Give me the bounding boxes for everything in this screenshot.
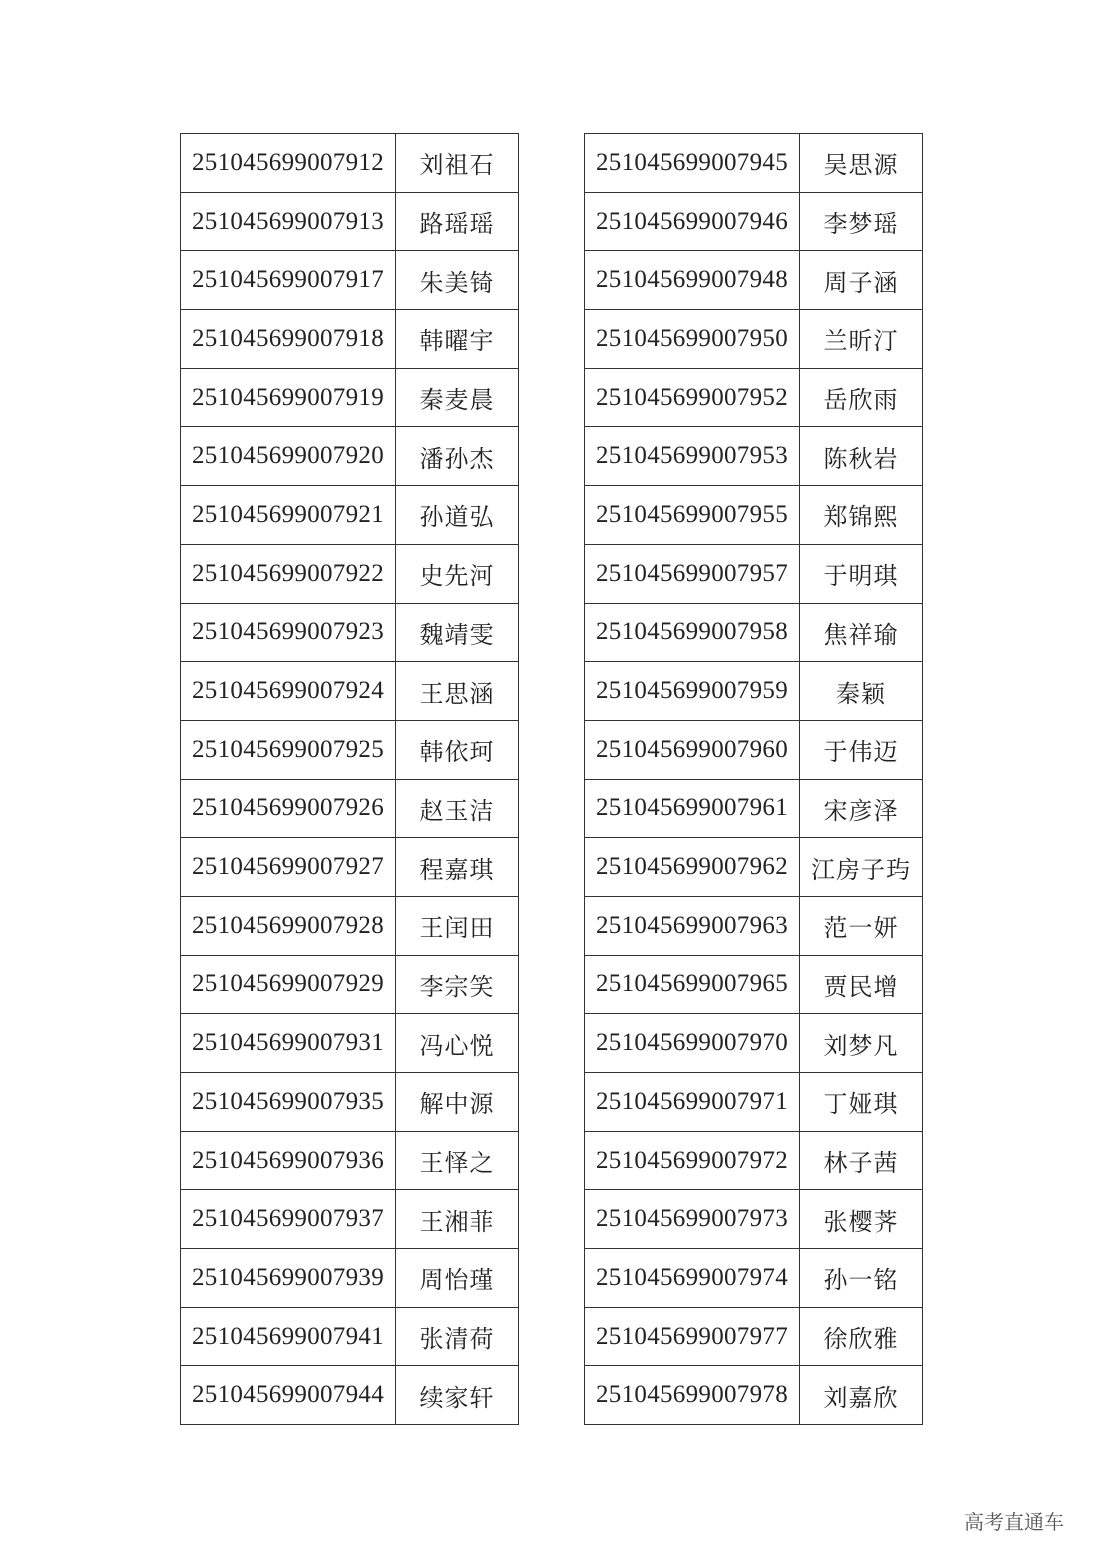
candidate-id: 251045699007961 [585,779,800,838]
candidate-name: 于伟迈 [800,720,923,779]
candidate-name: 孙一铭 [800,1249,923,1308]
table-row [585,544,923,603]
candidate-id: 251045699007918 [181,310,396,369]
candidate-id: 251045699007946 [585,192,800,251]
candidate-id: 251045699007912 [181,134,396,193]
candidate-id: 251045699007921 [181,486,396,545]
candidate-id: 251045699007953 [585,427,800,486]
candidate-name: 王思涵 [396,662,519,721]
table-row [585,1366,923,1425]
candidate-name: 岳欣雨 [800,368,923,427]
candidate-id: 251045699007925 [181,720,396,779]
candidate-id: 251045699007959 [585,662,800,721]
table-row [181,1190,519,1249]
candidate-id: 251045699007923 [181,603,396,662]
table-row [181,955,519,1014]
roster-table-right [584,133,923,1425]
candidate-id: 251045699007929 [181,955,396,1014]
table-row [181,1307,519,1366]
table-row [585,896,923,955]
candidate-name: 焦祥瑜 [800,603,923,662]
candidate-id: 251045699007948 [585,251,800,310]
table-row [585,955,923,1014]
candidate-name: 秦颖 [800,662,923,721]
candidate-id: 251045699007924 [181,662,396,721]
candidate-name: 张樱荠 [800,1190,923,1249]
table-row [181,720,519,779]
candidate-name: 张清荷 [396,1307,519,1366]
table-row [585,368,923,427]
candidate-name: 冯心悦 [396,1014,519,1073]
candidate-id: 251045699007958 [585,603,800,662]
candidate-id: 251045699007957 [585,544,800,603]
candidate-id: 251045699007935 [181,1073,396,1132]
table-row [181,427,519,486]
candidate-name: 林子茜 [800,1131,923,1190]
candidate-name: 兰昕汀 [800,310,923,369]
candidate-id: 251045699007973 [585,1190,800,1249]
candidate-id: 251045699007945 [585,134,800,193]
candidate-id: 251045699007939 [181,1249,396,1308]
candidate-name: 孙道弘 [396,486,519,545]
candidate-id: 251045699007971 [585,1073,800,1132]
candidate-name: 周怡瑾 [396,1249,519,1308]
candidate-name: 赵玉洁 [396,779,519,838]
candidate-name: 陈秋岩 [800,427,923,486]
candidate-id: 251045699007936 [181,1131,396,1190]
candidate-name: 江房子玙 [800,838,923,897]
table-row [181,896,519,955]
candidate-name: 魏靖雯 [396,603,519,662]
candidate-id: 251045699007931 [181,1014,396,1073]
table-row [585,1190,923,1249]
candidate-name: 宋彦泽 [800,779,923,838]
candidate-name: 范一妍 [800,896,923,955]
table-row [181,662,519,721]
candidate-id: 251045699007917 [181,251,396,310]
table-row [181,251,519,310]
table-row [181,603,519,662]
candidate-name: 李梦瑶 [800,192,923,251]
candidate-name: 路瑶瑶 [396,192,519,251]
table-row [181,192,519,251]
candidate-id: 251045699007920 [181,427,396,486]
table-row [585,251,923,310]
candidate-id: 251045699007962 [585,838,800,897]
candidate-id: 251045699007978 [585,1366,800,1425]
table-row [585,779,923,838]
candidate-name: 韩依珂 [396,720,519,779]
table-row [181,486,519,545]
candidate-id: 251045699007974 [585,1249,800,1308]
candidate-id: 251045699007977 [585,1307,800,1366]
candidate-id: 251045699007963 [585,896,800,955]
candidate-name: 王怿之 [396,1131,519,1190]
table-row [585,662,923,721]
table-row [181,544,519,603]
candidate-name: 史先河 [396,544,519,603]
table-row [585,486,923,545]
candidate-name: 秦麦晨 [396,368,519,427]
table-row [585,134,923,193]
table-row [585,1014,923,1073]
candidate-name: 丁娅琪 [800,1073,923,1132]
candidate-name: 刘嘉欣 [800,1366,923,1425]
table-row [181,1073,519,1132]
candidate-id: 251045699007944 [181,1366,396,1425]
table-row [181,1366,519,1425]
table-row [181,1249,519,1308]
candidate-name: 徐欣雅 [800,1307,923,1366]
candidate-id: 251045699007937 [181,1190,396,1249]
table-row [585,720,923,779]
candidate-name: 解中源 [396,1073,519,1132]
table-row [181,368,519,427]
candidate-name: 贾民增 [800,955,923,1014]
candidate-id: 251045699007919 [181,368,396,427]
table-row [585,603,923,662]
table-row [181,838,519,897]
candidate-name: 周子涵 [800,251,923,310]
candidate-name: 韩曜宇 [396,310,519,369]
roster-table-left [180,133,519,1425]
candidate-id: 251045699007950 [585,310,800,369]
table-row [585,1131,923,1190]
candidate-name: 李宗笑 [396,955,519,1014]
candidate-name: 潘孙杰 [396,427,519,486]
candidate-id: 251045699007941 [181,1307,396,1366]
candidate-name: 刘祖石 [396,134,519,193]
candidate-name: 王湘菲 [396,1190,519,1249]
candidate-id: 251045699007960 [585,720,800,779]
candidate-id: 251045699007952 [585,368,800,427]
table-row [181,779,519,838]
candidate-name: 王闰田 [396,896,519,955]
candidate-name: 吴思源 [800,134,923,193]
table-row [585,1307,923,1366]
candidate-name: 刘梦凡 [800,1014,923,1073]
table-row [585,1073,923,1132]
candidate-id: 251045699007970 [585,1014,800,1073]
candidate-id: 251045699007926 [181,779,396,838]
candidate-id: 251045699007965 [585,955,800,1014]
candidate-id: 251045699007955 [585,486,800,545]
table-row [585,838,923,897]
table-row [585,427,923,486]
table-row [181,1131,519,1190]
candidate-name: 程嘉琪 [396,838,519,897]
candidate-id: 251045699007927 [181,838,396,897]
candidate-name: 续家轩 [396,1366,519,1425]
table-row [585,310,923,369]
candidate-name: 于明琪 [800,544,923,603]
watermark: 高考直通车 [964,1510,1064,1534]
candidate-id: 251045699007922 [181,544,396,603]
candidate-id: 251045699007928 [181,896,396,955]
table-row [585,192,923,251]
candidate-name: 郑锦熙 [800,486,923,545]
candidate-name: 朱美锜 [396,251,519,310]
table-row [181,134,519,193]
candidate-id: 251045699007913 [181,192,396,251]
table-row [585,1249,923,1308]
candidate-id: 251045699007972 [585,1131,800,1190]
table-row [181,1014,519,1073]
table-row [181,310,519,369]
